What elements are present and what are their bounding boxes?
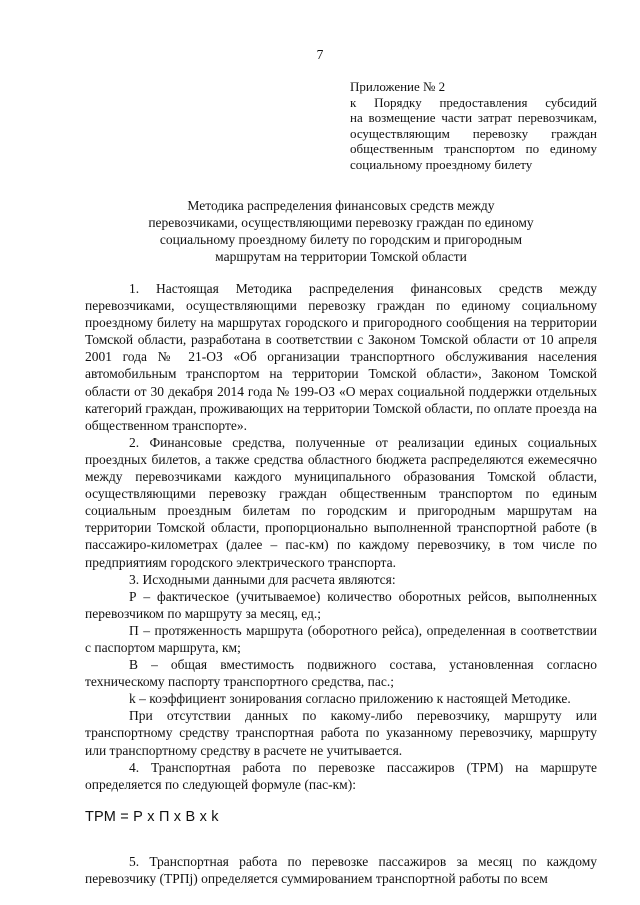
title-line: социальному проездному билету по городским и пригородным [159, 232, 523, 247]
page-number: 7 [316, 47, 324, 62]
appendix-line: к Порядку предоставления субсидий [350, 94, 597, 110]
paragraph-missing-data: При отсутствии данных по какому-либо перевозчику, маршруту или транспортному средству транспортная работа по указанному перевозчику, маршруту или транспортному средству в расчете не учитывается. [85, 708, 597, 758]
paragraph-3: 3. Исходными данными для расчета являются: [129, 571, 396, 587]
appendix-line: общественным транспортом по единому [350, 141, 597, 157]
document-title [85, 197, 597, 265]
formula: ТРМ = Р х П х В х k [85, 808, 219, 825]
paragraph-definition-v: В – общая вместимость подвижного состава, установленная согласно техническому паспорту транспортного средства, пас.; [85, 657, 597, 690]
title-line: Методика распределения финансовых средств между [187, 198, 495, 213]
appendix-line: социальному проездному билету [350, 156, 533, 172]
appendix-line: осуществляющим перевозку граждан [350, 125, 597, 141]
appendix-title: Приложение № 2 [350, 79, 446, 94]
paragraph-definition-r: Р – фактическое (учитываемое) количество оборотных рейсов, выполненных перевозчиком по маршруту за месяц, ед.; [85, 588, 597, 621]
paragraph-4: 4. Транспортная работа по перевозке пассажиров (ТРМ) на маршруте определяется по следующей формуле (пас-км): [85, 759, 597, 792]
paragraph-2: 2. Финансовые средства, полученные от реализации единых социальных проездных билетов, а также средства областного бюджета распределяются ежемесячно между перевозчиками каждого муниципального образования Томской области, осуществляющими перевозку граждан общественным транспортом по единым социальным проездным билетам по городским и пригородным маршрутам на территории Томской области, пропорционально выполненной транспортной работе (в пассажиро-километрах (далее – пас-км) по каждому перевозчику, в том числе по предприятиям городского электрического транспорта. [85, 434, 597, 570]
paragraph-definition-p: П – протяженность маршрута (оборотного рейса), определенная в соответствии с паспортом маршрута, км; [85, 622, 597, 655]
paragraph-definition-k: k – коэффициент зонирования согласно приложению к настоящей Методике. [129, 691, 571, 707]
appendix-header [350, 79, 597, 173]
document-body [85, 280, 597, 887]
paragraph-5: 5. Транспортная работа по перевозке пассажиров за месяц по каждому перевозчику (ТРПj) определяется суммированием транспортной работы по всем [85, 853, 597, 886]
title-line: маршрутам на территории Томской области [215, 249, 467, 264]
paragraph-1: 1. Настоящая Методика распределения финансовых средств между перевозчиками, осуществляющими перевозку граждан по единому социальному проездному билету на маршрутах городского и пригородного сообщения на территории Томской области, разработана в соответствии с Законом Томской области от 10 апреля 2001 года № 21-ОЗ «Об организации транспортного обслуживания населения автомобильным транспортом на территории Томской области», Законом Томской области от 30 декабря 2014 года № 199-ОЗ «О мерах социальной поддержки отдельных категорий граждан, проживающих на территории Томской области, по оплате проезда на общественном транспорте». [85, 281, 597, 433]
title-line: перевозчиками, осуществляющими перевозку граждан по единому [148, 215, 534, 230]
appendix-line: на возмещение части затрат перевозчикам, [350, 110, 597, 126]
